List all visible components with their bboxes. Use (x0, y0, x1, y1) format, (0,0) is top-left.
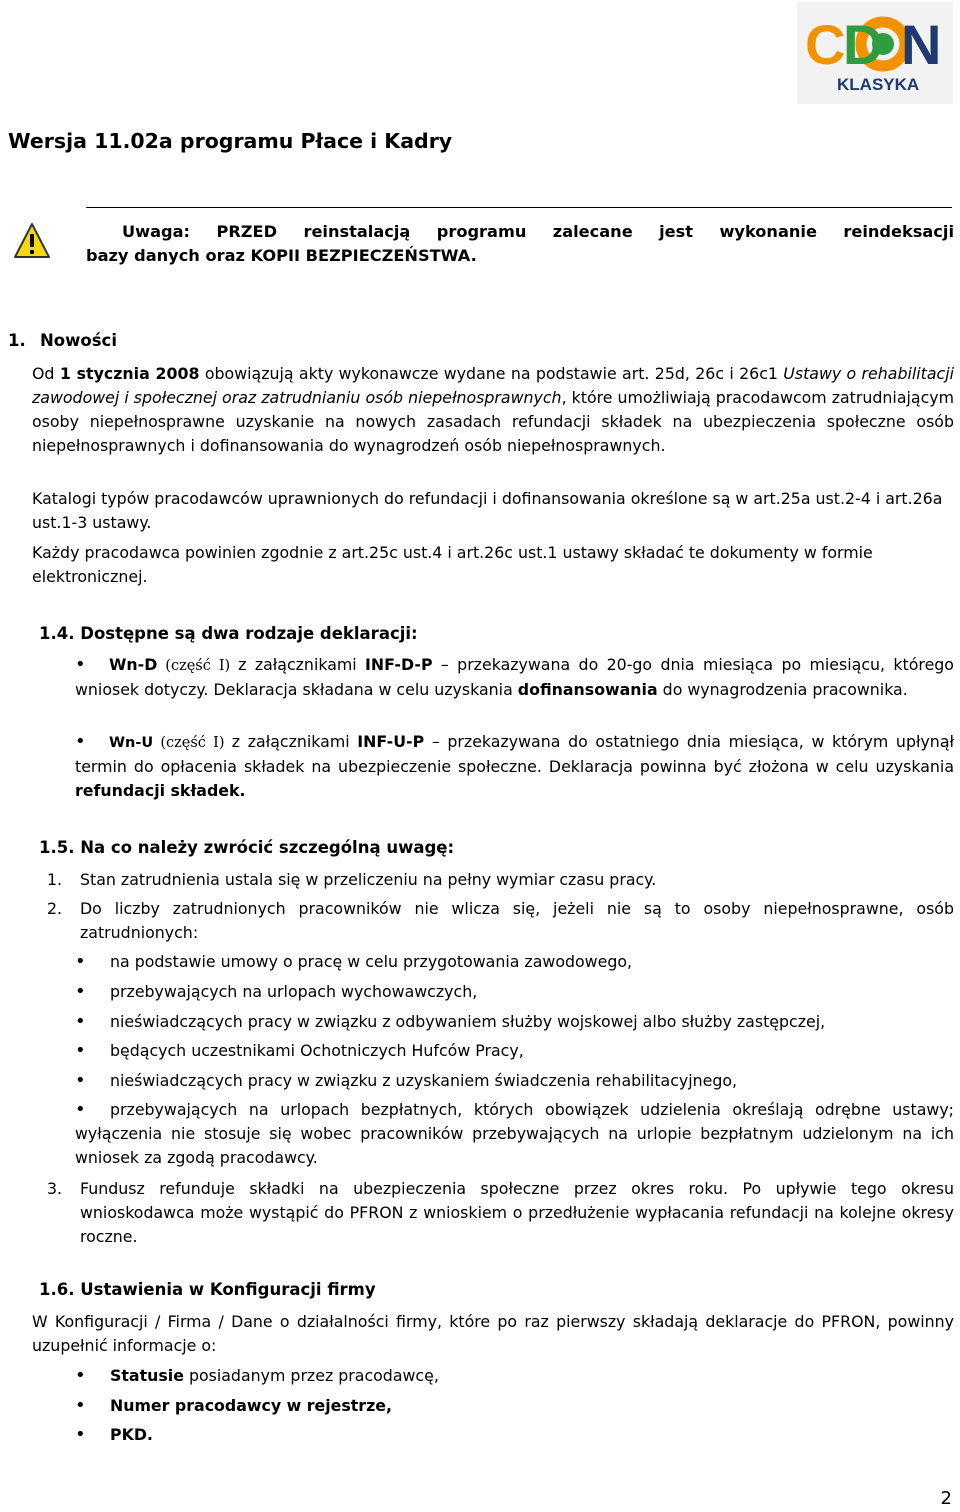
exclusion-item: nieświadczących pracy w związku z odbywaniem służby wojskowej albo służby zastępczej, (110, 1012, 826, 1031)
warning-line-2: bazy danych oraz KOPII BEZPIECZEŃSTWA. (86, 246, 477, 265)
exclusion-item: będących uczestnikami Ochotniczych Hufców Pracy, (110, 1041, 524, 1060)
wn-u-purpose: refundacji składek. (75, 781, 246, 800)
bullet-icon: • (75, 1099, 86, 1120)
intro-paragraph-2: Katalogi typów pracodawców uprawnionych do refundacji i dofinansowania określone są w art.25a ust.2-4 i art.26a ust.1-3 ustawy. (32, 489, 943, 532)
logo-letter-d: D (843, 13, 884, 76)
config-paragraph: W Konfiguracji / Firma / Dane o działalności firmy, które po raz pierwszy składają deklaracje do PFRON, powinny uzupełnić informacje o: (32, 1312, 954, 1355)
bullet-icon: • (75, 1040, 86, 1061)
section-1-title: Nowości (40, 331, 117, 350)
intro-text: Od (32, 364, 60, 383)
config-item-status-rest: posiadanym przez pracodawcę, (183, 1366, 439, 1385)
warning-line-1: Uwaga: PRZED reinstalacją programu zalecane jest wykonanie reindeksacji (122, 222, 954, 241)
wn-d-purpose: dofinansowania (517, 680, 658, 699)
wn-d-text: – przekazywana do 20-go dnia miesiąca po miesiącu, którego wniosek dotyczy. Deklaracja składana w celu uzyskania (75, 655, 954, 699)
config-item-status (110, 1364, 954, 1388)
wn-d-part: (część I) (157, 658, 239, 674)
wn-d-code: Wn-D (109, 655, 158, 674)
section-1-number: 1. (8, 331, 26, 350)
page-number: 2 (940, 1488, 952, 1509)
bullet-icon: • (75, 951, 86, 972)
bullet-icon: • (75, 981, 86, 1002)
section-1-5-heading: 1.5. Na co należy zwrócić szczególną uwagę: (39, 838, 455, 857)
section-1-6-heading: 1.6. Ustawienia w Konfiguracji firmy (39, 1280, 376, 1299)
list-number-3: 3. (47, 1179, 63, 1198)
warning-divider (86, 207, 952, 208)
config-item-status-bold: Statusie (110, 1366, 184, 1385)
bullet-icon: • (75, 1070, 86, 1091)
logo-klasyka: KLASYKA (837, 75, 920, 94)
bullet-icon: • (75, 1011, 86, 1032)
intro-text: , które umożliwiają pracodawcom zatrudniającym osoby niepełnosprawne uzyskanie na nowych zasadach refundacji składek na ubezpieczenia społeczne osób niepełnosprawnych i dofinansowania do wynagrodzeń osób niepełnosprawnych. (32, 388, 954, 455)
exclusion-item: nieświadczących pracy w związku z uzyskaniem świadczenia rehabilitacyjnego, (110, 1071, 738, 1090)
list-number-1: 1. (47, 870, 63, 889)
warning-text (86, 220, 954, 268)
section-1-heading (8, 331, 117, 350)
intro-act-name: Ustawy o rehabilitacji zawodowej i społecznej oraz zatrudnianiu osób niepełnosprawnych (32, 364, 954, 407)
document-title: Wersja 11.02a programu Płace i Kadry (8, 129, 453, 153)
config-item-number: Numer pracodawcy w rejestrze, (110, 1396, 393, 1415)
exclusion-item: na podstawie umowy o pracę w celu przygotowania zawodowego, (110, 952, 633, 971)
wn-u-text: z załącznikami (231, 732, 358, 751)
wn-u-code: Wn-U (109, 735, 154, 751)
bullet-icon: • (75, 1365, 86, 1386)
list-number-2: 2. (47, 899, 63, 918)
exclusion-item: przebywających na urlopach wychowawczych, (110, 982, 478, 1001)
exclusion-item: przebywających na urlopach bezpłatnych, których obowiązek udzielenia określają odrębne ustawy; wyłączenia nie stosuje się wobec pracowników przebywających na urlopie bezpłatnym udzielonym na ich wniosek za zgodą pracodawcy. (75, 1100, 954, 1167)
config-item-pkd: PKD. (110, 1425, 153, 1444)
wn-u-part: (część I) (153, 735, 232, 751)
logo-letter-c: C (805, 13, 846, 76)
warning-triangle-icon (13, 222, 51, 264)
bullet-icon: • (75, 1395, 86, 1416)
intro-paragraph-1 (32, 362, 954, 458)
inf-u-p-code: INF-U-P (357, 732, 425, 751)
inf-d-p-code: INF-D-P (365, 655, 433, 674)
section-1-4-heading: 1.4. Dostępne są dwa rodzaje deklaracji: (39, 624, 418, 643)
intro-paragraph-3: Każdy pracodawca powinien zgodnie z art.25c ust.4 i art.26c ust.1 ustawy składać te dokumenty w formie elektronicznej. (32, 543, 873, 586)
wn-d-text: do wynagrodzenia pracownika. (657, 680, 908, 699)
list-item-2: Do liczby zatrudnionych pracowników nie wlicza się, jeżeli nie są to osoby niepełnosprawne, osób zatrudnionych: (80, 899, 954, 942)
wn-u-text: – przekazywana do ostatniego dnia miesiąca, w którym upłynął termin do opłacenia składek na ubezpieczenie społeczne. Deklaracja powinna być złożona w celu uzyskania (75, 732, 954, 776)
logo-letter-n: N (901, 13, 942, 76)
cdn-klasyka-logo (797, 2, 953, 104)
wn-d-text: z załącznikami (238, 655, 366, 674)
list-item-3: Fundusz refunduje składki na ubezpieczenia społeczne przez okres roku. Po upływie tego okresu wnioskodawca może wystąpić do PFRON z wnioskiem o przedłużenie wypłacania refundacji na kolejne okresy roczne. (80, 1179, 954, 1246)
bullet-icon: • (75, 1424, 86, 1445)
declaration-wn-d (75, 653, 954, 702)
bullet-icon: • (75, 654, 86, 675)
bullet-icon: • (75, 731, 86, 752)
declaration-wn-u (75, 730, 954, 803)
intro-text: obowiązują akty wykonawcze wydane na podstawie art. 25d, 26c i 26c1 (199, 364, 784, 383)
intro-date: 1 stycznia 2008 (59, 364, 200, 383)
list-item-1: Stan zatrudnienia ustala się w przeliczeniu na pełny wymiar czasu pracy. (80, 870, 657, 889)
